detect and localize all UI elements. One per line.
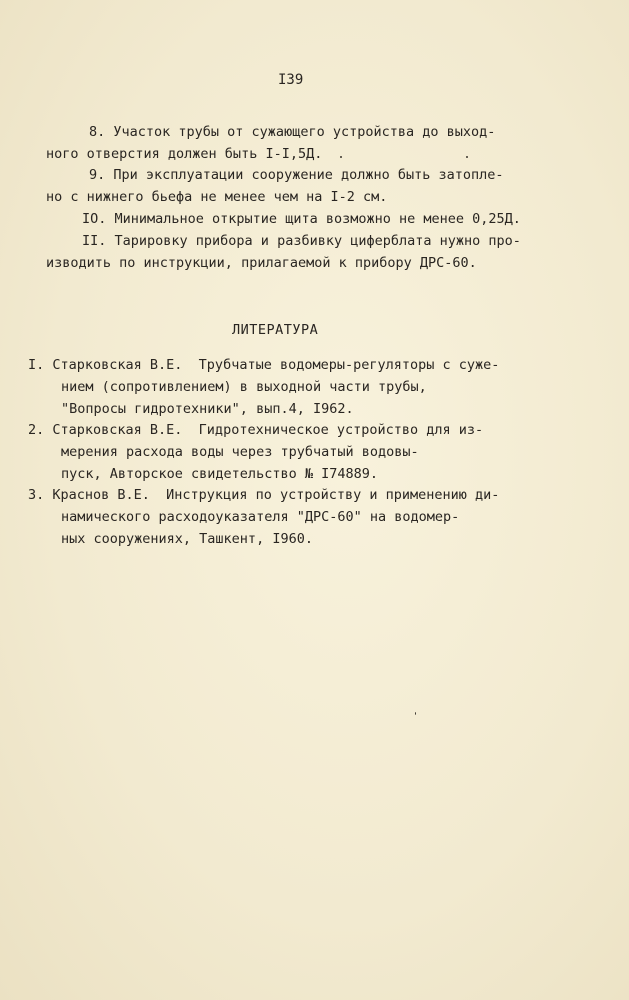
paragraph-11-line-1: II. Тарировку прибора и разбивку циферблата нужно про- [82,233,521,249]
page-number: I39 [278,72,304,88]
reference-1-line-2: нием (сопротивлением) в выходной части трубы, [61,379,427,395]
scan-speck [415,712,416,715]
reference-2-line-1: 2. Старковская В.Е. Гидротехническое устройство для из- [28,422,484,438]
reference-3-line-2: намического расходоуказателя "ДРС-60" на водомер- [61,509,460,525]
paragraph-8-line-2: ного отверстия должен быть I-I,5Д. [46,146,323,162]
reference-2-line-3: пуск, Авторское свидетельство № I74889. [61,466,378,482]
paragraph-8-line-1: 8. Участок трубы от сужающего устройства до выход- [89,124,496,140]
references-heading: ЛИТЕРАТУРА [232,322,319,338]
scan-speck [466,156,468,158]
reference-2-line-2: мерения расхода воды через трубчатый водовы- [61,444,419,460]
paragraph-9-line-1: 9. При эксплуатации сооружение должно быть затопле- [89,167,504,183]
paragraph-9-line-2: но с нижнего бьефа не менее чем на I-2 см. [46,189,388,205]
paragraph-10-line-1: IO. Минимальное открытие щита возможно не менее 0,25Д. [82,211,521,227]
reference-1-line-1: I. Старковская В.Е. Трубчатые водомеры-регуляторы с суже- [28,357,500,373]
scan-speck [340,156,342,158]
reference-3-line-1: 3. Краснов В.Е. Инструкция по устройству и применению ди- [28,487,500,503]
reference-1-line-3: "Вопросы гидротехники", вып.4, I962. [61,401,354,417]
paragraph-11-line-2: изводить по инструкции, прилагаемой к прибору ДРС-60. [46,255,477,271]
reference-3-line-3: ных сооружениях, Ташкент, I960. [61,531,313,547]
